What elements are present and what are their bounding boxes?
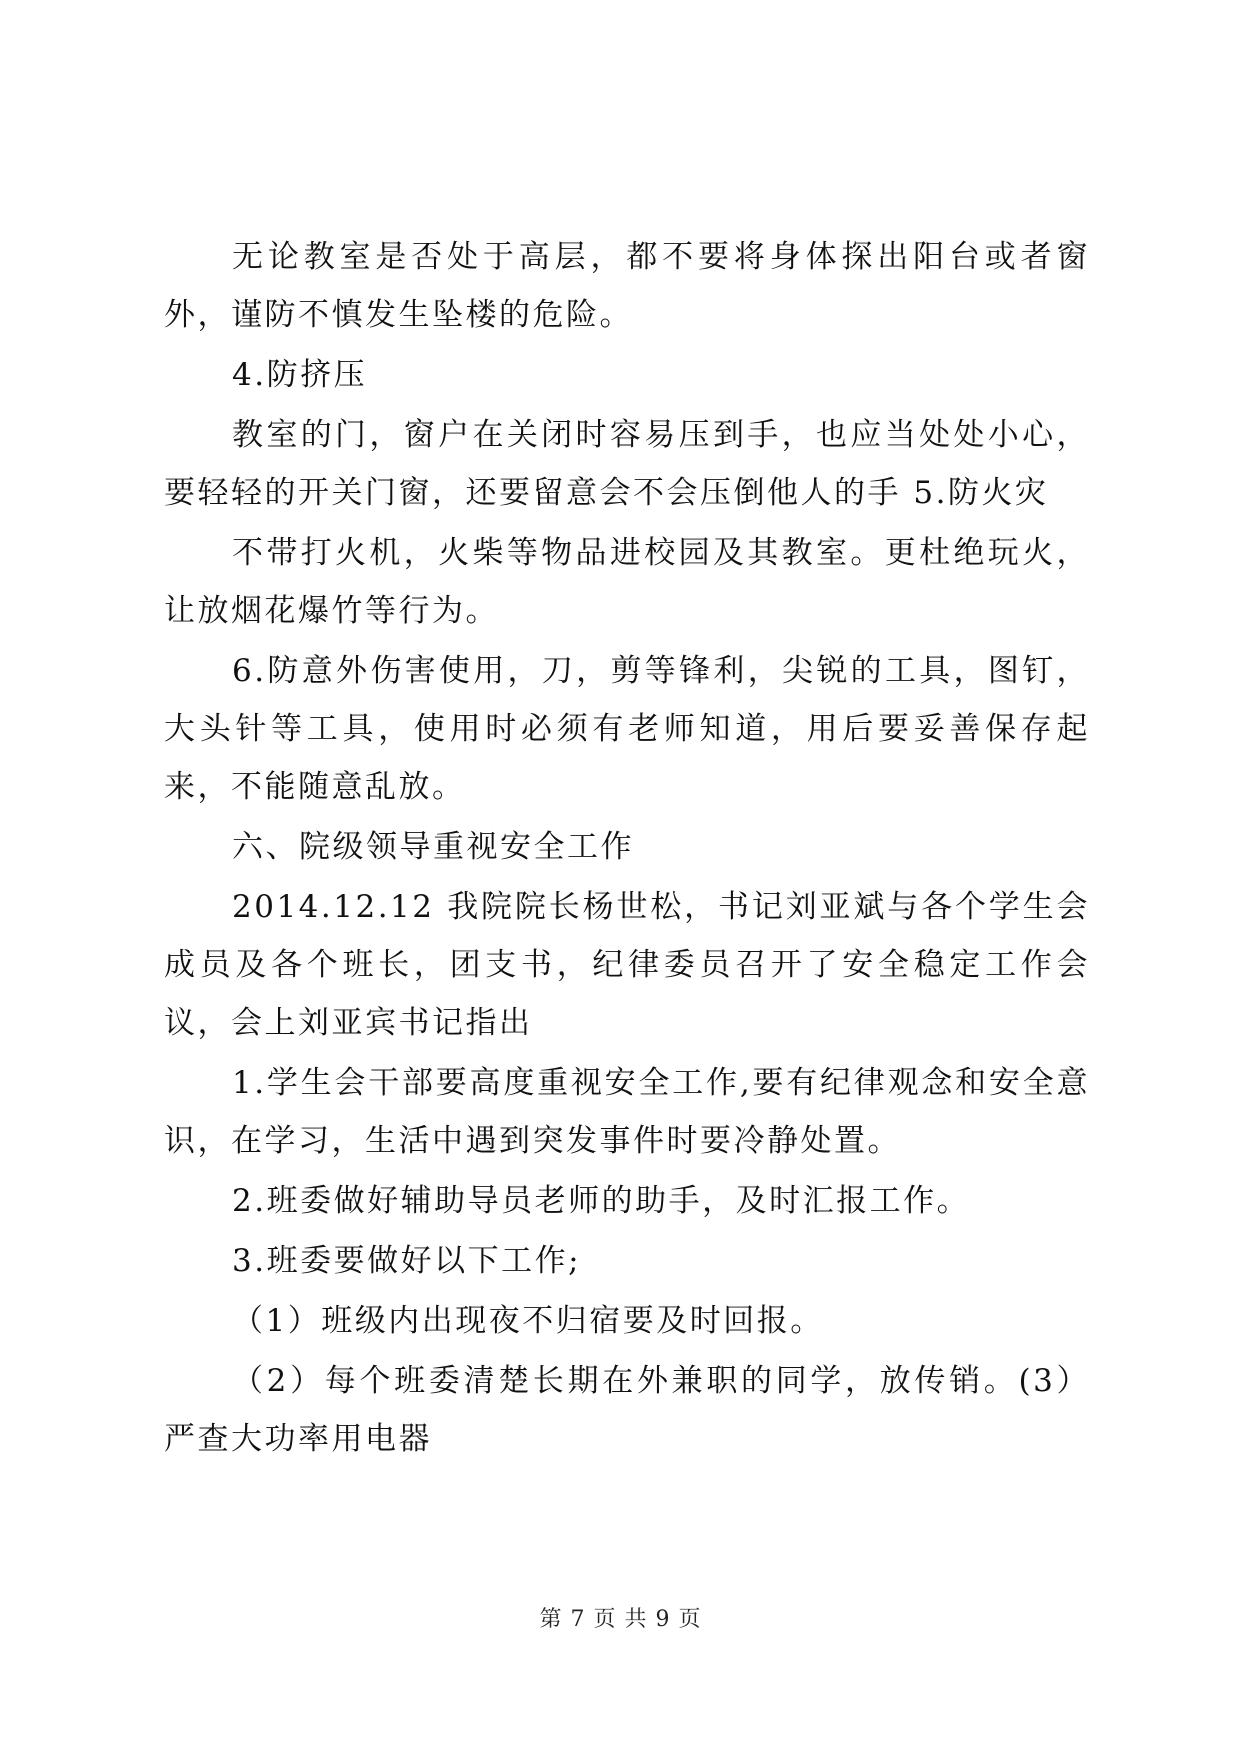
list-item-2: 2.班委做好辅助导员老师的助手，及时汇报工作。 bbox=[232, 1183, 971, 1219]
heading-anti-pinch: 4.防挤压 bbox=[232, 357, 368, 393]
sub-item-2: （2）每个班委清楚长期在外兼职的同学，放传销。(3）严查大功率用电器 bbox=[164, 1363, 1090, 1457]
list-item-3: 3.班委要做好以下工作; bbox=[232, 1243, 582, 1279]
document-body bbox=[164, 228, 1090, 1468]
paragraph-meeting: 2014.12.12 我院院长杨世松，书记刘亚斌与各个学生会成员及各个班长，团支书，纪律委员召开了安全稳定工作会议，会上刘亚宾书记指出 bbox=[164, 889, 1090, 1041]
paragraph-accident-prevention: 6.防意外伤害使用，刀，剪等锋利，尖锐的工具，图钉，大头针等工具，使用时必须有老师知道，用后要妥善保存起来，不能随意乱放。 bbox=[164, 653, 1090, 805]
heading-leadership: 六、院级领导重视安全工作 bbox=[232, 829, 634, 865]
list-item-1: 1.学生会干部要高度重视安全工作,要有纪律观念和安全意识，在学习，生活中遇到突发事件时要冷静处置。 bbox=[164, 1065, 1090, 1159]
sub-item-1: （1）班级内出现夜不归宿要及时回报。 bbox=[232, 1303, 824, 1339]
paragraph-fire-prevention: 不带打火机，火柴等物品进校园及其教室。更杜绝玩火，让放烟花爆竹等行为。 bbox=[164, 535, 1090, 629]
paragraph-door-window: 教室的门，窗户在关闭时容易压到手，也应当处处小心，要轻轻的开关门窗，还要留意会不会压倒他人的手 5.防火灾 bbox=[164, 417, 1090, 511]
paragraph-balcony-safety: 无论教室是否处于高层，都不要将身体探出阳台或者窗外，谨防不慎发生坠楼的危险。 bbox=[164, 239, 1090, 333]
page-number-footer: 第 7 页 共 9 页 bbox=[539, 1607, 702, 1632]
